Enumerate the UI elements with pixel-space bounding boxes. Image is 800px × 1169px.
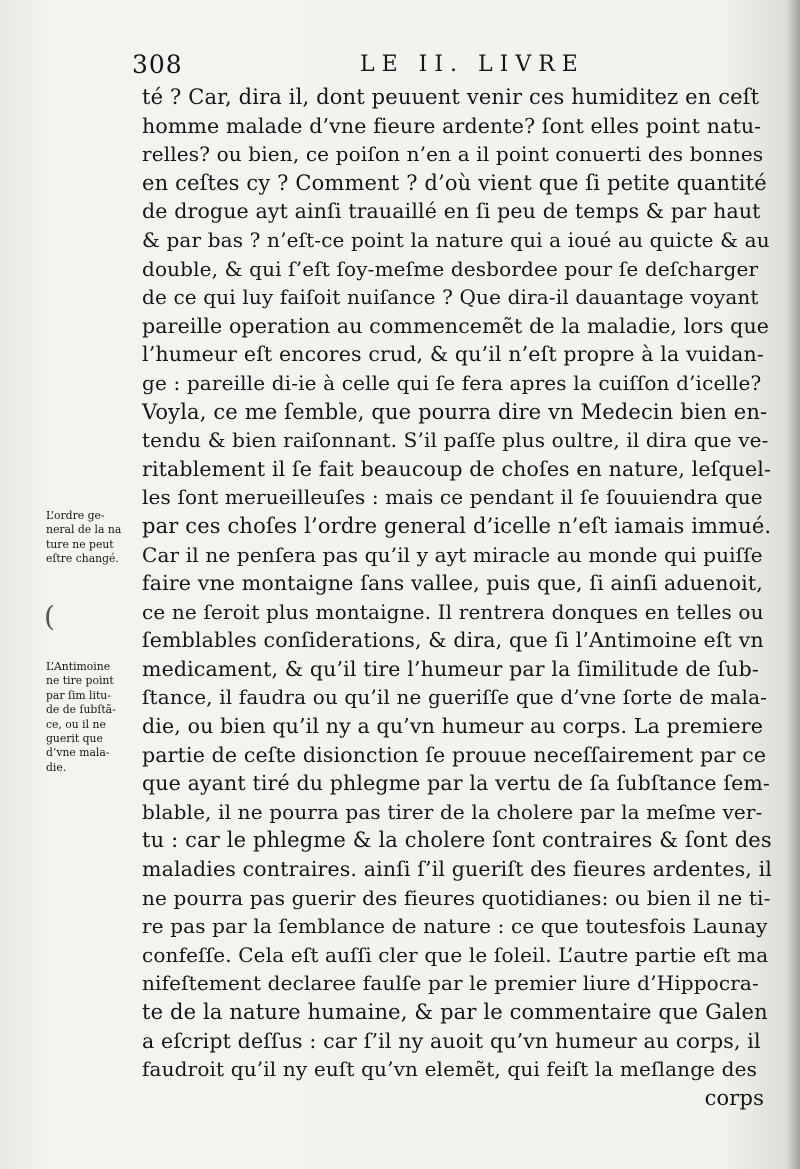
text-line: que ayant tiré du phlegme par la vertu de ſa ſubſtance ſem- [142, 771, 771, 796]
margin-note-line: ne tire point [46, 674, 114, 688]
margin-bracket-mark: ( [44, 600, 55, 633]
main-text-block [142, 83, 772, 1112]
text-line: maladies contraires. ainſi ſ’il gueriſt des fieures ardentes, il [142, 857, 772, 882]
text-line: en ceſtes cy ? Comment ? d’où vient que ſi petite quantité [142, 170, 767, 195]
page-header [132, 50, 772, 84]
catchword: corps [704, 1085, 764, 1110]
text-line: homme malade d’vne fieure ardente? ſont elles point natu- [142, 113, 762, 138]
text-line: double, & qui ſ’eſt ſoy-meſme desbordee pour ſe deſcharger [142, 256, 759, 281]
text-line: die, ou bien qu’il ny a qu’vn humeur au corps. La premiere [142, 714, 763, 739]
text-line: ſemblables conſiderations, & dira, que ſi l’Antimoine eſt vn [142, 628, 764, 653]
margin-note-antimony [46, 660, 144, 775]
running-title: LE II. LIVRE [360, 52, 585, 77]
text-line: ne pourra pas guerir des fieures quotidianes: ou bien il ne ti- [142, 885, 771, 910]
margin-note-line: de de ſubſtã- [46, 703, 116, 717]
text-line: medicament, & qu’il tire l’humeur par la ſimilitude de ſub- [142, 656, 759, 681]
text-line: les ſont merueilleuſes : mais ce pendant il ſe ſouuiendra que [142, 485, 763, 510]
text-line: de drogue ayt ainſi trauaillé en ſi peu de temps & par haut [142, 199, 761, 224]
text-line: relles? ou bien, ce poiſon n’en a il point conuerti des bonnes [142, 142, 764, 167]
text-line: faire vne montaigne ſans vallee, puis que, ſi ainſi aduenoit, [142, 571, 763, 596]
text-line: tu : car le phlegme & la cholere ſont contraires & ſont des [142, 828, 772, 853]
page-edge-shadow [786, 0, 800, 1169]
text-line: de ce qui luy faiſoit nuiſance ? Que dira-il dauantage voyant [142, 285, 759, 310]
margin-note-line: d’vne mala- [46, 746, 110, 760]
margin-note-line: L’Antimoine [46, 660, 111, 673]
text-line: blable, il ne pourra pas tirer de la cholere par la meſme ver- [142, 799, 763, 824]
text-line: te de la nature humaine, & par le commentaire que Galen [142, 1000, 768, 1024]
margin-note-order-of-nature [46, 509, 144, 567]
text-line: partie de ceſte disionction ſe prouue neceſſairement par ce [142, 742, 767, 767]
text-line: par ces choſes l’ordre general d’icelle n’eſt iamais immué. [142, 513, 772, 538]
text-line: tendu & bien raiſonnant. S’il paſſe plus oultre, il dira que ve- [142, 428, 769, 453]
text-line: Car il ne penſera pas qu’il y ayt miracle au monde qui puiſſe [142, 542, 763, 567]
text-line: nifeſtement declaree faulſe par le premier liure d’Hippocra- [142, 971, 759, 996]
text-line: ritablement il ſe fait beaucoup de choſes en nature, leſquel- [142, 456, 772, 481]
text-line: faudroit qu’il ny euſt qu’vn elemẽt, qui feiſt la meſlange des [142, 1057, 757, 1082]
text-line: a eſcript deſſus : car ſ’il ny auoit qu’vn humeur au corps, il [142, 1028, 761, 1053]
text-line: re pas par la ſemblance de nature : ce que toutesfois Launay [142, 914, 768, 939]
margin-note-line: par ſim litu- [46, 688, 111, 702]
text-line: ce ne ſeroit plus montaigne. Il rentrera donques en telles ou [142, 599, 764, 624]
margin-note-line: ture ne peut [46, 537, 114, 551]
text-line: confeſſe. Cela eſt auſſi cler que le ſoleil. L’autre partie eſt ma [142, 942, 769, 967]
text-line: & par bas ? n’eſt-ce point la nature qui a ioué au quicte & au [142, 227, 770, 252]
margin-note-line: guerit que [46, 732, 103, 746]
text-line: l’humeur eſt encores crud, & qu’il n’eſt propre à la vuidan- [142, 342, 764, 367]
margin-note-line: ce, ou il ne [46, 717, 106, 731]
text-line: pareille operation au commencemẽt de la maladie, lors que [142, 313, 770, 338]
margin-note-line: neral de la na [46, 523, 122, 537]
margin-note-line: die. [46, 760, 67, 774]
text-line: ge : pareille di-ie à celle qui ſe fera apres la cuiſſon d’icelle? [142, 370, 762, 395]
page-number: 308 [132, 50, 183, 79]
margin-note-line: eſtre changé. [46, 552, 119, 566]
text-line: té ? Car, dira il, dont peuuent venir ces humiditez en ceſt [142, 85, 760, 109]
text-line: ſtance, il faudra ou qu’il ne gueriſſe que d’vne ſorte de mala- [142, 685, 768, 710]
margin-note-line: L’ordre ge- [46, 509, 105, 522]
text-line: Voyla, ce me ſemble, que pourra dire vn Medecin bien en- [142, 399, 768, 424]
